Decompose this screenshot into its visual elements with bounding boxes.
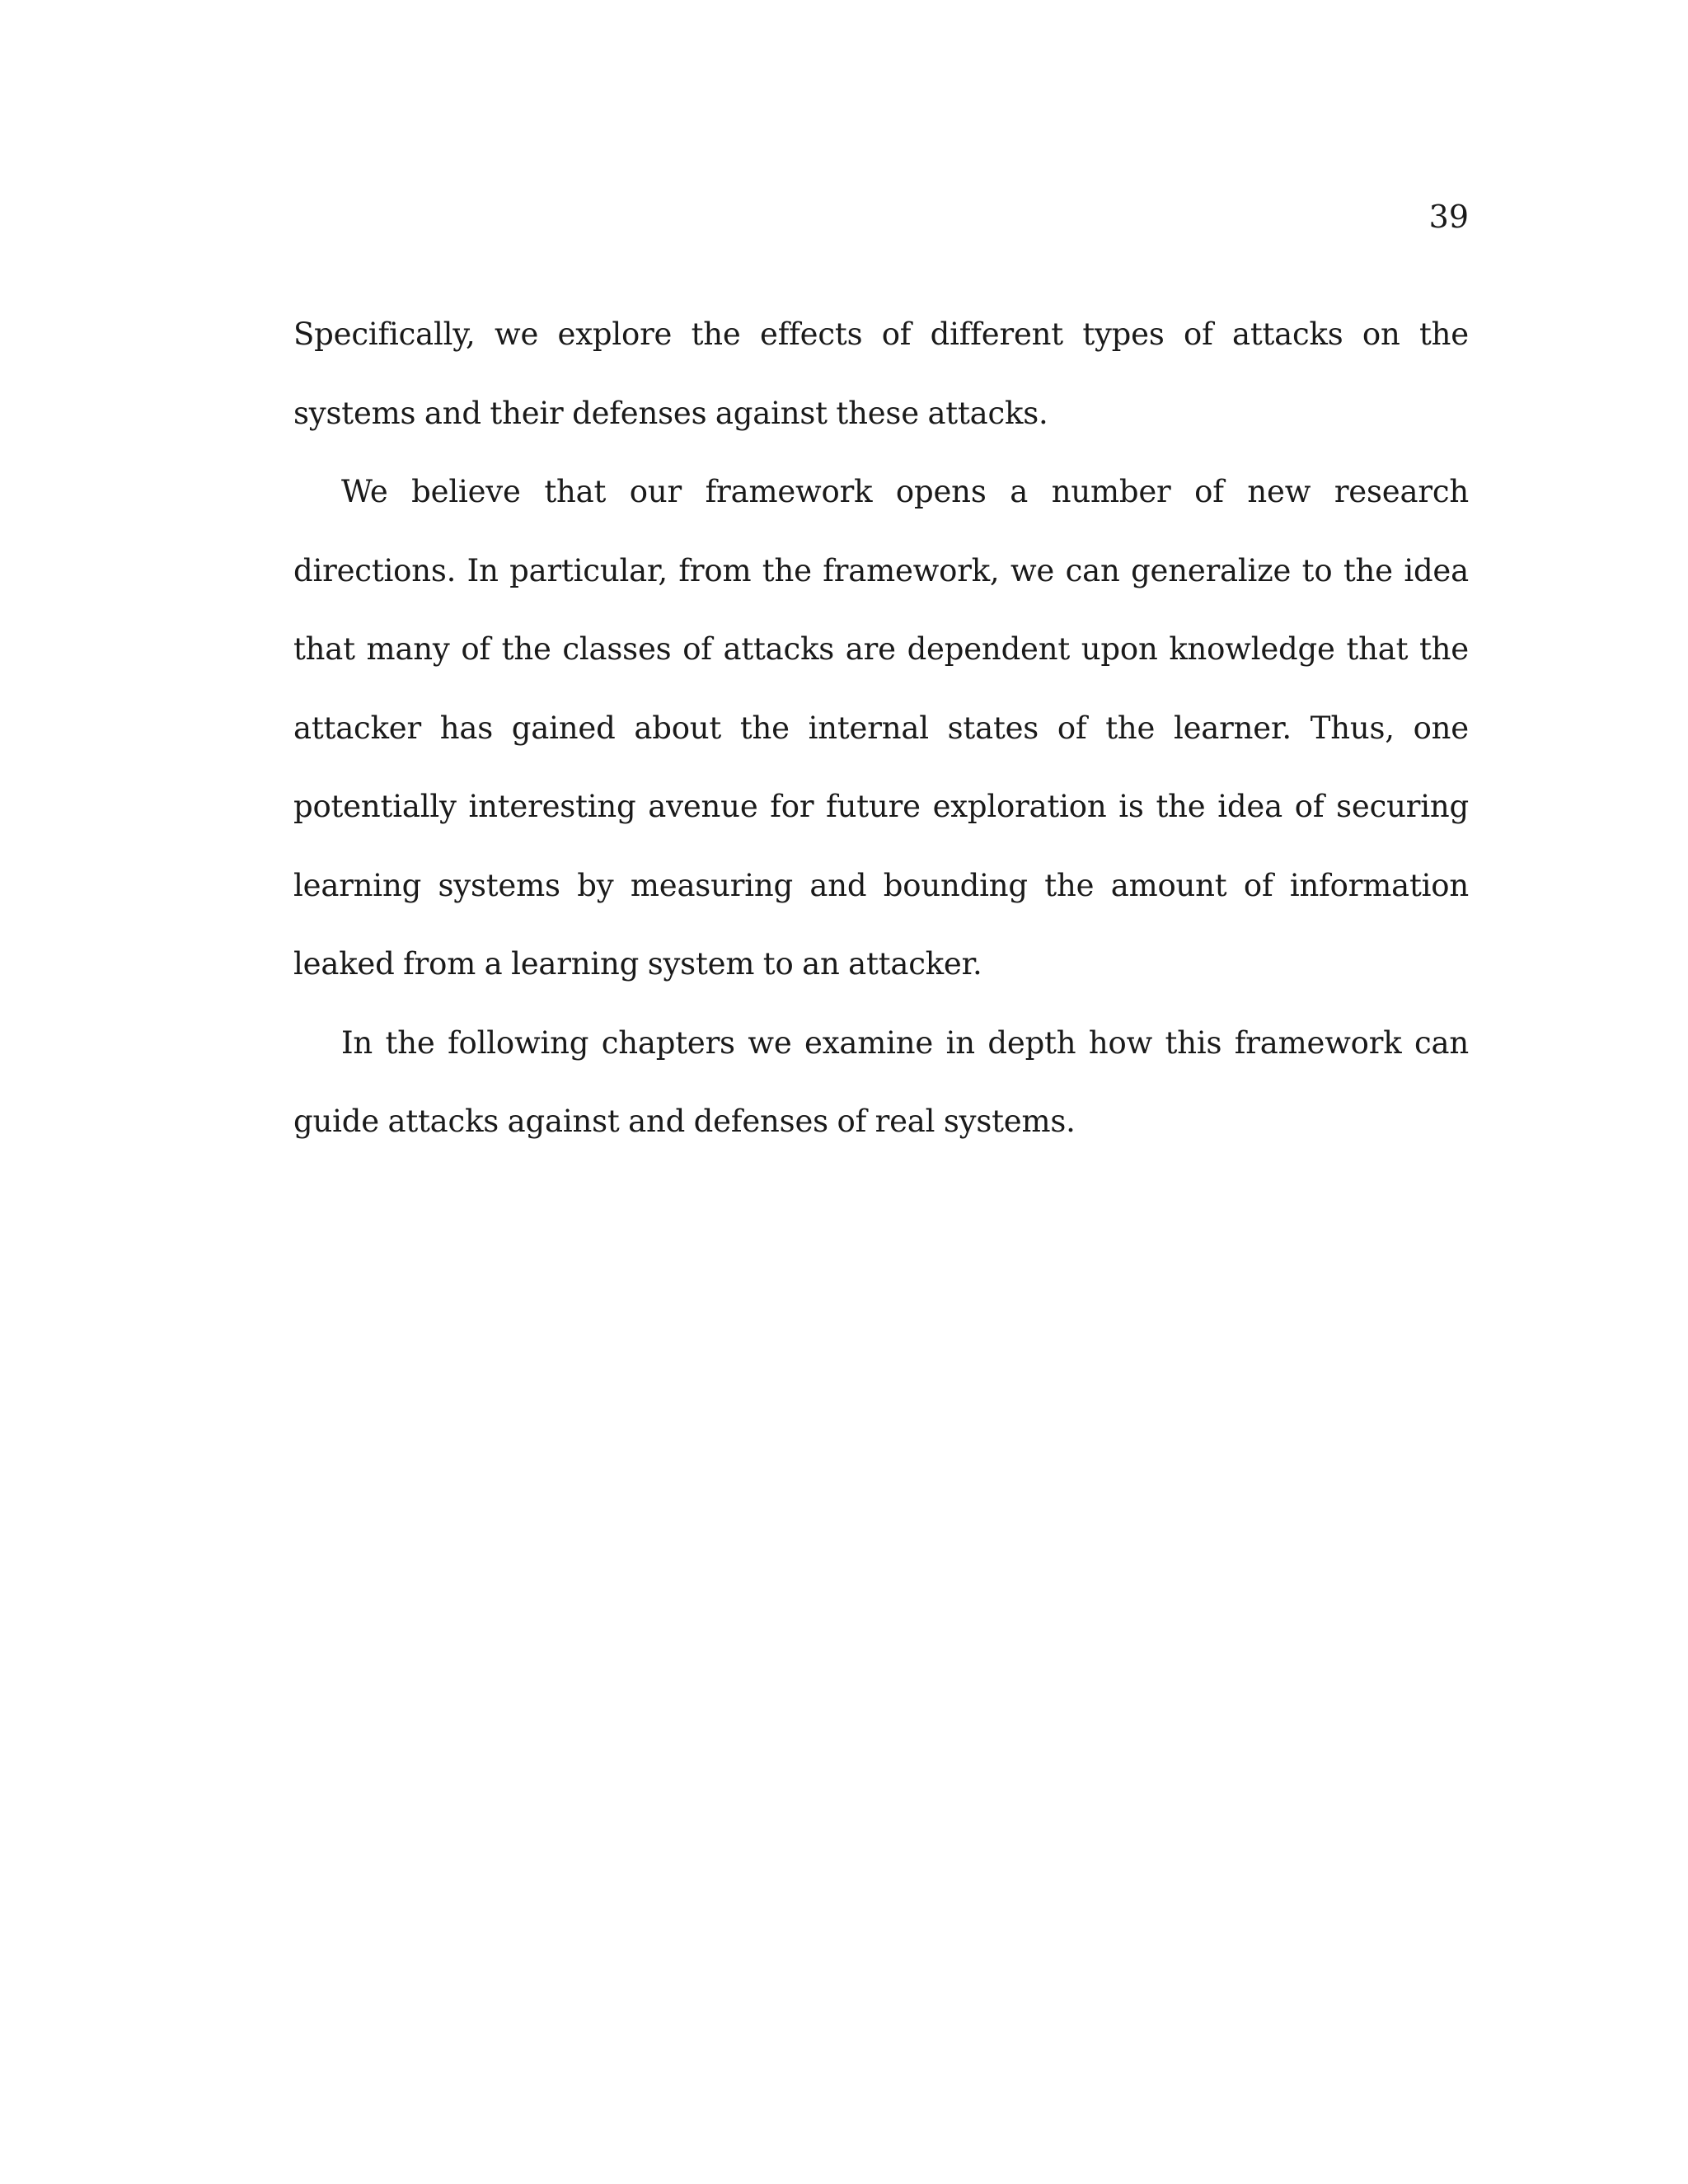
body-text bbox=[293, 295, 1469, 1161]
paragraph-3: In the following chapters we examine in depth how this framework can guide attacks against and defenses of real systems. bbox=[293, 1024, 1469, 1139]
page-number: 39 bbox=[1428, 199, 1469, 235]
paragraph-2: We believe that our framework opens a number of new research directions. In particular, from the framework, we can generalize to the idea that many of the classes of attacks are dependent upon knowledge that the attacker has gained about the internal states of the learner. Thus, one potentially interesting avenue for future exploration is the idea of securing learning systems by measuring and bounding the amount of information leaked from a learning system to an attacker. bbox=[293, 474, 1469, 982]
paragraph-1: Specifically, we explore the effects of different types of attacks on the systems and their defenses against these attacks. bbox=[293, 316, 1469, 431]
